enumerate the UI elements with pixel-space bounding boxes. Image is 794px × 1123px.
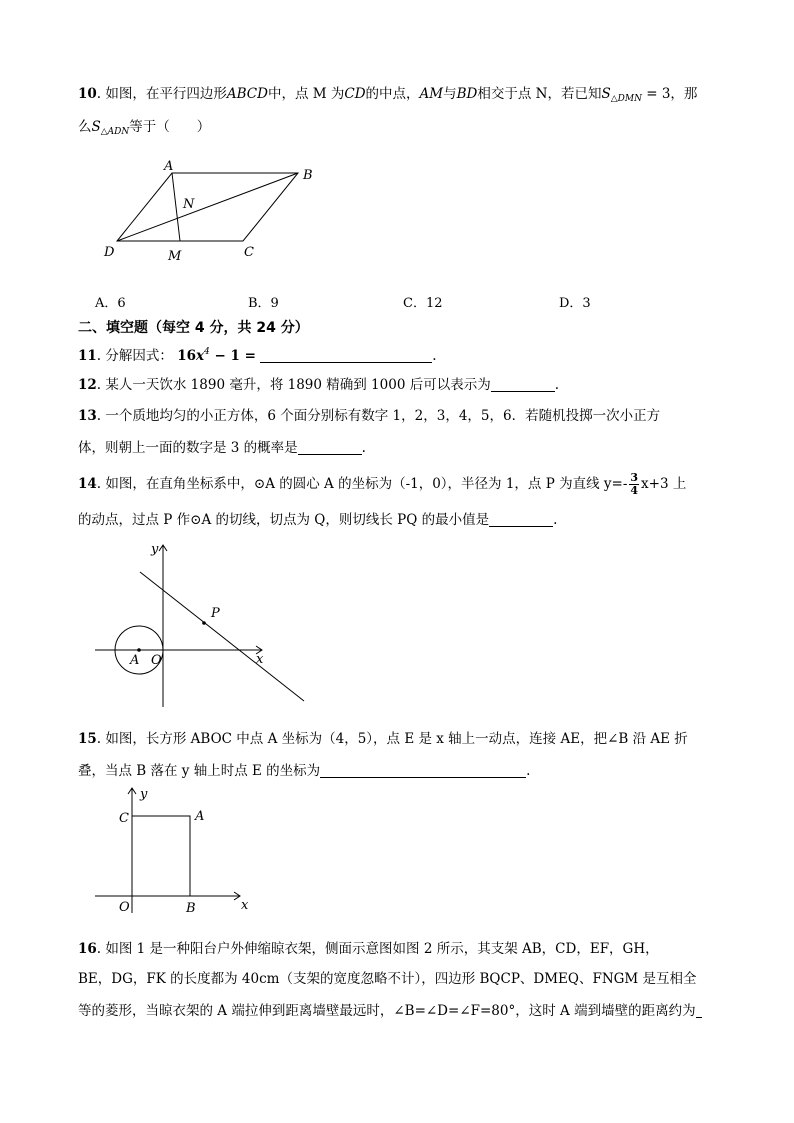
label-n: N [183, 197, 195, 212]
x-axis-arrow [234, 892, 240, 900]
parallelogram-abcd [117, 173, 298, 241]
q10-line1: 10. 如图，在平行四边形ABCD中，点 M 为CD的中点，AM与BD相交于点 N，若已知$S_{\triangle DMN} = 3$，那 [78, 86, 698, 104]
y-axis-arrow [128, 788, 136, 794]
q14-line2: 的动点，过点 P 作⊙A 的切线，切点为 Q，则切线长 PQ 的最小值是 . [78, 512, 558, 528]
line-l [140, 572, 304, 701]
y-axis-arrow [159, 545, 167, 551]
q16-line2: BE，DG，FK 的长度都为 40cm（支架的宽度忽略不计），四边形 BQCP、DMEQ、FNGM 是互相全 [78, 971, 697, 987]
label-y: y [140, 787, 148, 802]
label-d: D [104, 245, 115, 260]
q12-answer-blank[interactable] [491, 377, 555, 392]
point-p [202, 621, 206, 625]
q15-line1: 15. 如图，长方形 ABOC 中点 A 坐标为（4，5），点 E 是 x 轴上一动点，连接 AE，把∠B 沿 AE 折 [78, 731, 688, 747]
q13-answer-blank[interactable] [298, 440, 362, 455]
label-x: x [256, 652, 264, 667]
q11-line: 11. 分解因式： $16x^4 - 1$ = . [78, 347, 437, 364]
q16-line1: 16. 如图 1 是一种阳台户外伸缩晾衣架，侧面示意图如图 2 所示，其支架 AB，CD，EF，GH， [78, 941, 659, 957]
label-a: A [195, 809, 205, 824]
q11-answer-blank[interactable] [260, 348, 432, 363]
q14-answer-blank[interactable] [489, 512, 553, 527]
label-o: O [151, 653, 162, 668]
section-heading: 二、填空题（每空 4 分，共 24 分） [78, 320, 309, 336]
rectangle-aboc [132, 816, 190, 896]
x-axis-arrow [256, 646, 262, 654]
q16-line3: 等的菱形，当晾衣架的 A 端拉伸到距离墙壁最远时，∠B=∠D=∠F=80°，这时 A 端到墙壁的距离约为 [78, 999, 702, 1019]
q13-line1: 13. 一个质地均匀的小正方体，6 个面分别标有数字 1，2，3，4，5，6．若随机投掷一次小正方 [78, 408, 661, 424]
q12-line: 12. 某人一天饮水 1890 毫升，将 1890 精确到 1000 后可以表示为 . [78, 377, 559, 393]
point-a [137, 648, 141, 652]
label-b: B [303, 168, 313, 183]
label-x: x [241, 898, 249, 913]
q10-choice-d: D．3 [559, 296, 591, 311]
q10-choice-c: C．12 [403, 296, 443, 311]
label-y: y [151, 542, 159, 557]
label-c: C [244, 245, 254, 260]
diagonal-bd [117, 173, 298, 241]
label-a: A [164, 159, 174, 174]
label-m: M [168, 249, 182, 264]
q14-line1: 14. 如图，在直角坐标系中，⊙A 的圆心 A 的坐标为（-1，0），半径为 1，点 P 为直线 y=- $\frac{3}{4}$ x+3 上 [78, 471, 687, 497]
q15-line2: 叠，当点 B 落在 y 轴上时点 E 的坐标为 . [78, 763, 531, 779]
q10-number: 10 [78, 86, 97, 102]
q13-line2: 体，则朝上一面的数字是 3 的概率是 . [78, 440, 366, 456]
label-a: A [130, 653, 140, 668]
label-c: C [119, 811, 129, 826]
label-b: B [186, 901, 196, 916]
q16-answer-blank[interactable] [696, 1003, 702, 1018]
q15-answer-blank[interactable] [320, 763, 526, 778]
segment-am [172, 173, 180, 241]
label-o: O [119, 900, 130, 915]
label-p: P [211, 606, 220, 621]
circle-a [115, 626, 163, 674]
q10-choice-b: B．9 [248, 296, 279, 311]
fraction-three-quarters: $\frac{3}{4}$ [630, 471, 639, 497]
q10-line2: 么$S_{\triangle ADN}$等于（ ） [78, 119, 211, 137]
q10-choice-a: A．6 [95, 296, 126, 311]
